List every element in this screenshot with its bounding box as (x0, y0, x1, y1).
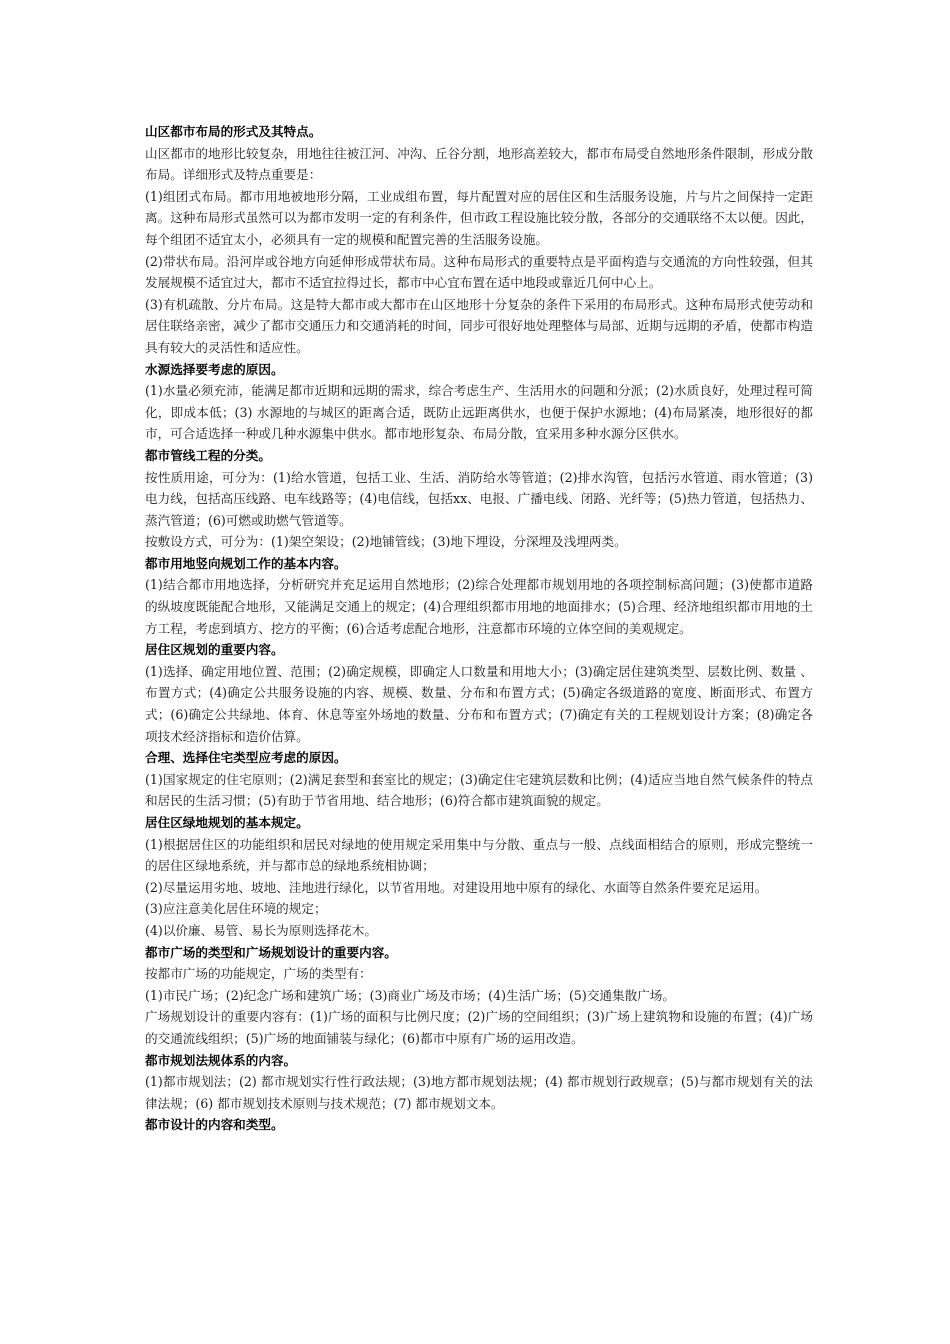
paragraph: 按敷设方式，可分为：(1)架空架设；(2)地铺管线；(3)地下埋设，分深埋及浅埋两类。 (145, 534, 627, 550)
paragraph: (1)水量必须充沛，能满足都市近期和远期的需求，综合考虑生产、生活用水的问题和分派；(2)水质良好，处理过程可简化，即成本低；(3) 水源地的与城区的距离合适，既防止远距离供水，也便于保护水源地；(4)布局紧凑，地形很好的都市，可合适选择一种或几种水源集中供水。都市地形复杂、布局分散，宜采用多种水源分区供水。 (145, 383, 813, 442)
paragraph: (1)市民广场；(2)纪念广场和建筑广场；(3)商业广场及市场；(4)生活广场；(5)交通集散广场。 (145, 987, 675, 1003)
paragraph: (1)根据居住区的功能组织和居民对绿地的使用规定采用集中与分散、重点与一般、点线面相结合的原则，形成完整统一的居住区绿地系统，并与都市总的绿地系统相协调； (145, 836, 813, 874)
paragraph: (2)尽量运用劣地、坡地、洼地进行绿化，以节省用地。对建设用地中原有的绿化、水面等自然条件要充足运用。 (145, 879, 768, 895)
paragraph: (3)有机疏散、分片布局。这是特大都市或大都市在山区地形十分复杂的条件下采用的布局形式。这种布局形式使劳动和居住联络亲密，减少了都市交通压力和交通消耗的时间，同步可很好地处理整体与局部、近期与远期的矛盾，使都市构造具有较大的灵活性和适应性。 (145, 296, 813, 355)
section-heading: 居住区绿地规划的基本规定。 (145, 815, 309, 830)
paragraph: (1)结合都市用地选择，分析研究并充足运用自然地形；(2)综合处理都市规划用地的各项控制标高问题；(3)使都市道路的纵坡度既能配合地形，又能满足交通上的规定；(4)合理组织都市用地的地面排水；(5)合理、经济地组织都市用地的土方工程，考虑到填方、挖方的平衡；(6)合适考虑配合地形，注意都市环境的立体空间的美观规定。 (145, 577, 813, 636)
section-heading: 都市用地竖向规划工作的基本内容。 (145, 555, 347, 571)
section-heading: 水源选择要考虑的原因。 (145, 361, 284, 377)
paragraph: 按性质用途，可分为：(1)给水管道，包括工业、生活、消防给水等管道；(2)排水沟管，包括污水管道、雨水管道；(3)电力线，包括高压线路、电车线路等；(4)电信线，包括xx、电报、广播电线、闭路、光纤等；(5)热力管道，包括热力、蒸汽管道；(6)可燃或助燃气管道等。 (145, 469, 813, 528)
paragraph: (1)国家规定的住宅原则；(2)满足套型和套室比的规定；(3)确定住宅建筑层数和比例；(4)适应当地自然气候条件的特点和居民的生活习惯；(5)有助于节省用地、结合地形；(6)符合都市建筑面貌的规定。 (145, 771, 813, 809)
section-heading: 居住区规划的重要内容。 (145, 642, 284, 658)
section-heading: 都市广场的类型和广场规划设计的重要内容。 (145, 944, 397, 960)
section-heading: 合理、选择住宅类型应考虑的原因。 (145, 750, 347, 766)
paragraph: 按都市广场的功能规定，广场的类型有： (145, 966, 372, 982)
paragraph: (3)应注意美化居住环境的规定； (145, 901, 327, 917)
paragraph: (4)以价廉、易管、易长为原则选择花木。 (145, 922, 377, 938)
paragraph: (1)选择、确定用地位置、范围；(2)确定规模，即确定人口数量和用地大小；(3)确定居住建筑类型、层数比例、数量 、布置方式；(4)确定公共服务设施的内容、规模、数量、分布和布置方式；(5)确定各级道路的宽度、断面形式、布置方式；(6)确定公共绿地、体育、休息等室外场地的数量、分布和布置方式；(7)确定有关的工程规划设计方案；(8)确定各项技术经济指标和造价估算。 (145, 663, 813, 744)
document-page (145, 121, 813, 1136)
paragraph: 山区都市的地形比较复杂，用地往往被江河、冲沟、丘谷分割，地形高差较大，都市布局受自然地形条件限制，形成分散布局。详细形式及特点重要是： (145, 145, 813, 183)
section-heading: 山区都市布局的形式及其特点。 (145, 124, 322, 139)
section-heading: 都市设计的内容和类型。 (145, 1117, 284, 1133)
paragraph: (1)组团式布局。都市用地被地形分隔，工业成组布置，每片配置对应的居住区和生活服务设施，片与片之间保持一定距离。这种布局形式虽然可以为都市发明一定的有利条件，但市政工程设施比较分散，各部分的交通联络不太以便。因此，每个组团不适宜太小，必须具有一定的规模和配置完善的生活服务设施。 (145, 188, 813, 247)
paragraph: (2)带状布局。沿河岸或谷地方向延伸形成带状布局。这种布局形式的重要特点是平面构造与交通流的方向性较强，但其发展规模不适宜过大，都市不适宜拉得过长，都市中心宜布置在适中地段或靠近几何中心上。 (145, 253, 813, 291)
section-heading: 都市规划法规体系的内容。 (145, 1052, 297, 1068)
paragraph: 广场规划设计的重要内容有：(1)广场的面积与比例尺度；(2)广场的空间组织；(3)广场上建筑物和设施的布置；(4)广场的交通流线组织；(5)广场的地面铺装与绿化；(6)都市中原有广场的运用改造。 (145, 1009, 813, 1046)
paragraph: (1)都市规划法；(2) 都市规划实行性行政法规；(3)地方都市规划法规；(4) 都市规划行政规章；(5)与都市规划有关的法律法规；(6) 都市规划技术原则与技术规范；(7) 都市规划文本。 (145, 1074, 813, 1111)
section-heading: 都市管线工程的分类。 (145, 447, 271, 463)
